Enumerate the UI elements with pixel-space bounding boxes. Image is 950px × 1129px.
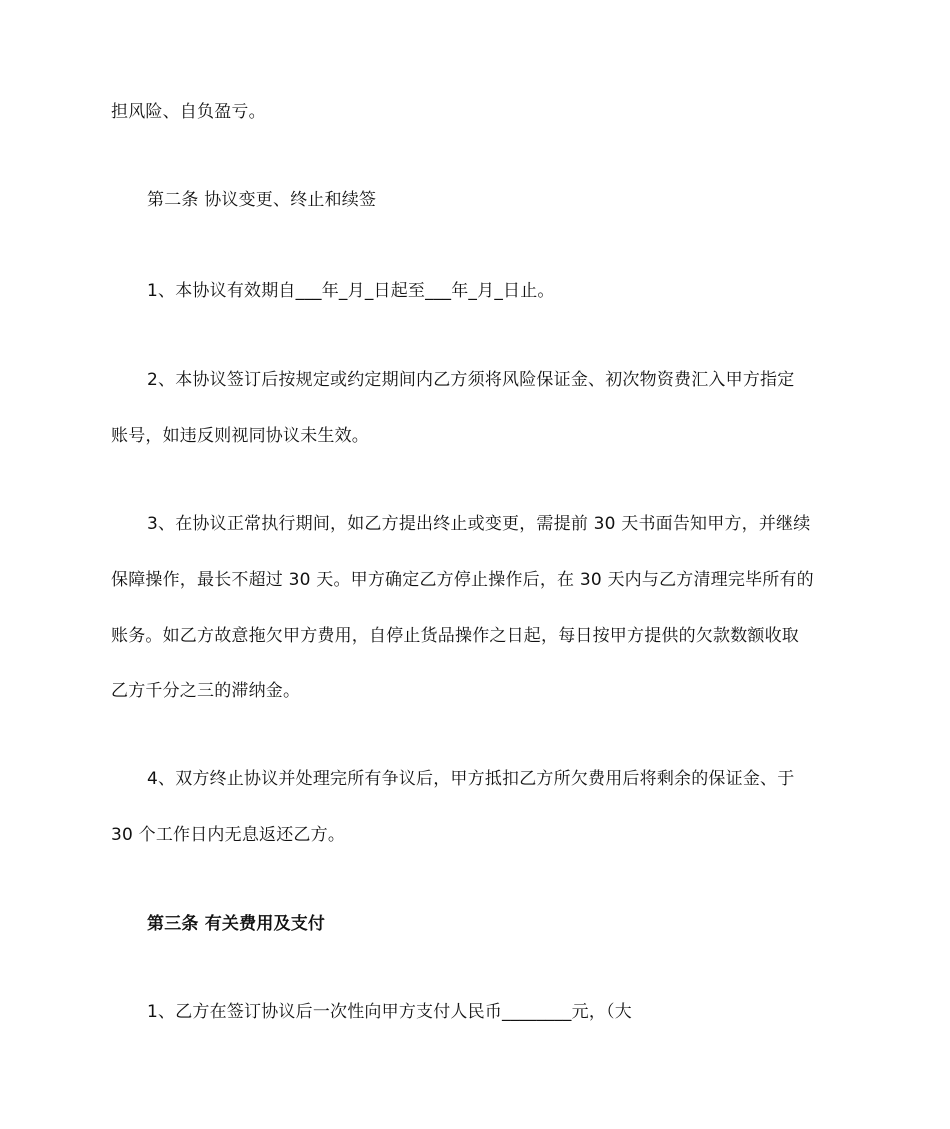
section-heading-3: 第三条 有关费用及支付: [147, 914, 326, 934]
clause-2-3-line-1: 3、在协议正常执行期间，如乙方提出终止或变更，需提前 30 天书面告知甲方，并继续: [147, 514, 811, 534]
clause-2-3-line-2: 保障操作，最长不超过 30 天。甲方确定乙方停止操作后，在 30 天内与乙方清理完毕所有的: [111, 570, 814, 590]
clause-2-4-line-1: 4、双方终止协议并处理完所有争议后，甲方抵扣乙方所欠费用后将剩余的保证金、于: [147, 769, 795, 789]
clause-2-1: 1、本协议有效期自___年_月_日起至___年_月_日止。: [147, 281, 555, 301]
clause-2-2-line-2: 账号，如违反则视同协议未生效。: [111, 426, 369, 446]
clause-3-1: 1、乙方在签订协议后一次性向甲方支付人民币________元，（大: [147, 1002, 632, 1022]
clause-2-4-line-2: 30 个工作日内无息返还乙方。: [111, 825, 346, 845]
paragraph-line: 担风险、自负盈亏。: [111, 102, 266, 122]
section-heading-2: 第二条 协议变更、终止和续签: [147, 190, 377, 210]
clause-2-3-line-3: 账务。如乙方故意拖欠甲方费用，自停止货品操作之日起，每日按甲方提供的欠款数额收取: [111, 626, 799, 646]
clause-2-2-line-1: 2、本协议签订后按规定或约定期间内乙方须将风险保证金、初次物资费汇入甲方指定: [147, 370, 795, 390]
clause-2-3-line-4: 乙方千分之三的滞纳金。: [111, 681, 301, 701]
